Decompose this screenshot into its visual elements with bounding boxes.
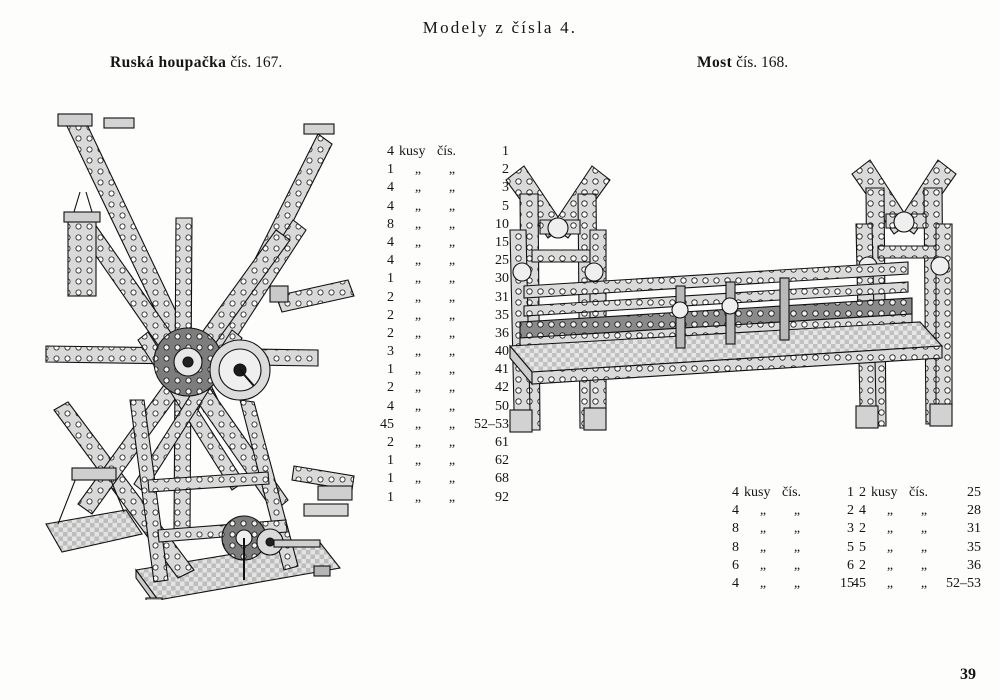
model-title-bold-left: Ruská houpačka <box>110 54 227 71</box>
part-qty: 2 <box>387 325 394 341</box>
part-qty: 6 <box>732 557 739 573</box>
parts-row <box>368 453 509 471</box>
part-number: 30 <box>495 271 509 287</box>
part-number: 40 <box>495 344 509 360</box>
part-cis: „ <box>448 489 456 505</box>
part-qty: 2 <box>859 485 866 500</box>
page-number: 39 <box>960 666 976 683</box>
part-qty: 4 <box>859 503 866 519</box>
part-word: „ <box>414 216 422 232</box>
parts-row <box>368 271 509 289</box>
part-cis: „ <box>448 271 456 287</box>
part-number: 1 <box>847 485 854 500</box>
part-word: „ <box>414 289 422 305</box>
parts-row <box>713 521 854 539</box>
parts-row <box>368 253 509 271</box>
parts-row <box>368 162 509 180</box>
gondola-bottom-right <box>292 466 354 516</box>
part-qty: 4 <box>732 575 739 591</box>
parts-row <box>368 471 509 489</box>
parts-row <box>840 485 981 503</box>
part-cis: „ <box>448 253 456 269</box>
parts-row <box>840 576 981 594</box>
part-number: 31 <box>967 521 981 537</box>
part-number: 61 <box>495 435 509 450</box>
parts-list-most-column-b <box>840 485 981 594</box>
part-number: 15 <box>840 575 854 591</box>
part-number: 35 <box>495 307 509 323</box>
part-number: 42 <box>495 380 509 396</box>
parts-row <box>368 180 509 198</box>
part-qty: 45 <box>852 575 866 591</box>
part-cis: „ <box>920 503 928 519</box>
parts-row <box>368 490 509 508</box>
part-number: 1 <box>502 144 509 159</box>
part-qty: 45 <box>380 416 394 432</box>
part-word: „ <box>414 471 422 487</box>
part-number: 52–53 <box>474 416 509 432</box>
part-word: „ <box>886 503 894 519</box>
part-qty: 4 <box>732 503 739 519</box>
part-number: 2 <box>847 503 854 519</box>
part-cis: „ <box>920 539 928 555</box>
part-qty: 4 <box>387 144 394 159</box>
part-qty: 5 <box>859 539 866 555</box>
part-number: 3 <box>847 521 854 537</box>
part-cis: „ <box>448 362 456 378</box>
part-word: „ <box>414 489 422 505</box>
part-qty: 1 <box>387 453 394 469</box>
part-cis: „ <box>793 521 801 537</box>
part-qty: 8 <box>732 521 739 537</box>
part-word: „ <box>759 575 767 591</box>
part-number: 36 <box>495 325 509 341</box>
page-title: Modely z čísla 4. <box>422 18 578 37</box>
part-cis: „ <box>920 521 928 537</box>
part-number: 52–53 <box>946 575 981 591</box>
parts-list-ruska-houpacka <box>368 144 509 508</box>
part-word: „ <box>886 539 894 555</box>
part-number: 35 <box>967 539 981 555</box>
part-number: 5 <box>502 198 509 214</box>
part-word: „ <box>414 398 422 414</box>
part-cis: „ <box>448 198 456 214</box>
parts-row <box>368 144 509 162</box>
parts-row <box>368 290 509 308</box>
part-word: „ <box>414 198 422 214</box>
part-cis: „ <box>793 503 801 519</box>
part-cis: „ <box>448 307 456 323</box>
parts-list-most-column-a <box>713 485 854 594</box>
part-qty: 3 <box>387 344 394 360</box>
part-qty: 2 <box>859 557 866 573</box>
part-number: 25 <box>967 485 981 500</box>
part-qty: 2 <box>859 521 866 537</box>
parts-row <box>713 576 854 594</box>
part-qty: 1 <box>387 489 394 505</box>
part-word: „ <box>886 557 894 573</box>
part-cis: „ <box>448 180 456 196</box>
part-word: „ <box>414 453 422 469</box>
part-word: „ <box>414 362 422 378</box>
parts-row <box>368 380 509 398</box>
part-cis: „ <box>448 471 456 487</box>
parts-row <box>368 308 509 326</box>
model-title-most <box>697 54 788 72</box>
part-word: „ <box>886 575 894 591</box>
part-word: „ <box>414 162 422 178</box>
part-cis: „ <box>448 289 456 305</box>
part-number: 10 <box>495 216 509 232</box>
part-word: „ <box>414 234 422 250</box>
parts-row <box>368 326 509 344</box>
part-cis: „ <box>448 344 456 360</box>
model-number-right: čís. 168. <box>736 54 789 71</box>
part-cis: čís. <box>437 144 457 159</box>
part-number: 41 <box>495 362 509 378</box>
part-qty: 8 <box>387 216 394 232</box>
part-qty: 1 <box>387 162 394 178</box>
part-number: 92 <box>495 489 509 505</box>
parts-row <box>840 558 981 576</box>
part-cis: „ <box>793 575 801 591</box>
part-word: „ <box>414 180 422 196</box>
part-qty: 4 <box>387 180 394 196</box>
part-word: „ <box>414 271 422 287</box>
gondola-top-left <box>64 192 100 296</box>
parts-row <box>713 485 854 503</box>
parts-row <box>368 417 509 435</box>
part-cis: „ <box>920 557 928 573</box>
part-qty: 2 <box>387 380 394 396</box>
part-cis: „ <box>793 539 801 555</box>
part-qty: 4 <box>732 485 739 500</box>
part-qty: 4 <box>387 234 394 250</box>
part-number: 15 <box>495 234 509 250</box>
part-word: „ <box>414 325 422 341</box>
part-qty: 2 <box>387 435 394 450</box>
model-number-left: čís. 167. <box>230 54 283 71</box>
part-qty: 8 <box>732 539 739 555</box>
parts-row <box>840 521 981 539</box>
part-number: 3 <box>502 180 509 196</box>
part-word: „ <box>414 344 422 360</box>
parts-row <box>368 235 509 253</box>
bridge-left-tower <box>506 166 610 430</box>
part-cis: „ <box>448 416 456 432</box>
parts-row <box>368 435 509 453</box>
parts-row <box>840 503 981 521</box>
part-cis: „ <box>920 575 928 591</box>
part-number: 6 <box>847 557 854 573</box>
model-title-ruska-houpacka <box>110 54 282 72</box>
parts-row <box>368 199 509 217</box>
parts-row <box>368 217 509 235</box>
part-word: kusy <box>871 485 898 500</box>
parts-row <box>368 344 509 362</box>
part-qty: 1 <box>387 362 394 378</box>
part-cis: čís. <box>782 485 802 500</box>
part-number: 2 <box>502 162 509 178</box>
part-qty: 1 <box>387 471 394 487</box>
part-cis: „ <box>448 325 456 341</box>
part-word: „ <box>414 416 422 432</box>
part-cis: čís. <box>909 485 929 500</box>
part-cis: „ <box>448 398 456 414</box>
parts-row <box>713 540 854 558</box>
part-cis: „ <box>448 162 456 178</box>
part-cis: „ <box>448 453 456 469</box>
part-number: 36 <box>967 557 981 573</box>
part-qty: 1 <box>387 271 394 287</box>
part-number: 5 <box>847 539 854 555</box>
part-word: „ <box>414 253 422 269</box>
gondola-top-right <box>270 280 354 312</box>
part-number: 28 <box>967 503 981 519</box>
part-word: „ <box>414 307 422 323</box>
parts-row <box>840 540 981 558</box>
part-word: kusy <box>399 144 426 159</box>
bridge-illustration <box>480 110 980 470</box>
model-title-bold-right: Most <box>697 54 733 71</box>
parts-row <box>368 362 509 380</box>
part-number: 62 <box>495 453 509 469</box>
part-qty: 4 <box>387 253 394 269</box>
part-qty: 4 <box>387 398 394 414</box>
parts-row <box>713 503 854 521</box>
part-cis: „ <box>793 557 801 573</box>
part-qty: 2 <box>387 289 394 305</box>
part-word: kusy <box>744 485 771 500</box>
part-number: 25 <box>495 253 509 269</box>
part-cis: „ <box>448 234 456 250</box>
parts-row <box>713 558 854 576</box>
part-qty: 4 <box>387 198 394 214</box>
part-word: „ <box>759 557 767 573</box>
part-word: „ <box>759 539 767 555</box>
part-number: 31 <box>495 289 509 305</box>
part-cis: „ <box>448 435 456 450</box>
ferris-wheel-illustration <box>18 100 368 600</box>
part-number: 68 <box>495 471 509 487</box>
part-qty: 2 <box>387 307 394 323</box>
part-word: „ <box>759 521 767 537</box>
part-word: „ <box>414 435 422 450</box>
part-word: „ <box>414 380 422 396</box>
part-cis: „ <box>448 216 456 232</box>
part-number: 50 <box>495 398 509 414</box>
part-word: „ <box>886 521 894 537</box>
part-cis: „ <box>448 380 456 396</box>
parts-row <box>368 399 509 417</box>
part-word: „ <box>759 503 767 519</box>
